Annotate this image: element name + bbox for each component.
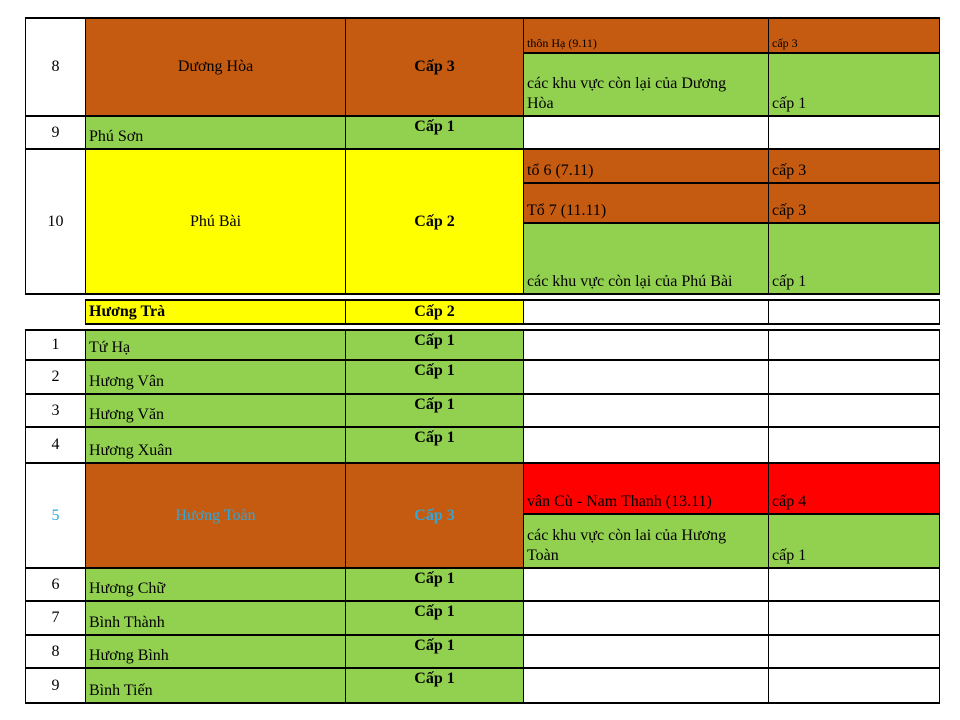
hamlet-level: cấp 4 xyxy=(769,464,940,513)
empty-cell xyxy=(769,301,940,323)
commune-name: Hương Bình xyxy=(86,636,346,667)
commune-name: Hương Vân xyxy=(86,361,346,393)
hamlet-name: tổ 6 (7.11) xyxy=(524,150,769,182)
empty-cell xyxy=(524,569,769,600)
row-number: 4 xyxy=(26,428,86,462)
empty-cell xyxy=(524,636,769,667)
empty-cell xyxy=(769,117,940,148)
table-row xyxy=(26,361,940,395)
commune-name: Tứ Hạ xyxy=(86,331,346,359)
empty-cell xyxy=(524,331,769,359)
alert-level: Cấp 1 xyxy=(346,361,524,393)
band-spacer xyxy=(25,299,85,325)
row-number: 5 xyxy=(26,464,86,567)
empty-cell xyxy=(769,569,940,600)
hamlet-level: cấp 3 xyxy=(769,150,940,182)
hamlet-level: cấp 1 xyxy=(769,515,940,567)
sub-row xyxy=(524,150,940,184)
commune-name: Phú Bài xyxy=(86,150,346,293)
sub-row xyxy=(524,464,940,515)
hamlet-name: các khu vực còn lại của Dương Hòa xyxy=(524,54,769,115)
empty-cell xyxy=(524,117,769,148)
commune-name: Bình Tiến xyxy=(86,669,346,702)
empty-cell xyxy=(524,602,769,634)
table-row xyxy=(26,331,940,361)
commune-name: Dương Hòa xyxy=(86,19,346,115)
alert-level: Cấp 1 xyxy=(346,569,524,600)
commune-name: Hương Văn xyxy=(86,395,346,426)
table-row xyxy=(26,464,940,569)
row-number: 1 xyxy=(26,331,86,359)
empty-cell xyxy=(769,428,940,462)
sub-row xyxy=(524,54,940,115)
table-section-top xyxy=(25,17,940,295)
row-number: 6 xyxy=(26,569,86,600)
row-number: 9 xyxy=(26,117,86,148)
empty-cell xyxy=(769,602,940,634)
hamlet-level: cấp 3 xyxy=(769,184,940,222)
commune-name: Hương Xuân xyxy=(86,428,346,462)
alert-level: Cấp 3 xyxy=(346,464,524,567)
alert-level: Cấp 1 xyxy=(346,117,524,148)
table-row xyxy=(26,117,940,150)
empty-cell xyxy=(769,395,940,426)
hamlet-name: các khu vực còn lại của Phú Bài xyxy=(524,224,769,293)
hamlet-name: các khu vực còn lai của Hương Toàn xyxy=(524,515,769,567)
table-row xyxy=(26,669,940,704)
table-row xyxy=(26,428,940,464)
district-name: Hương Trà xyxy=(86,301,346,323)
district-band-cells xyxy=(85,299,940,325)
empty-cell xyxy=(769,361,940,393)
commune-name: Hương Toàn xyxy=(86,464,346,567)
alert-level: Cấp 1 xyxy=(346,428,524,462)
hamlet-name: thôn Hạ (9.11) xyxy=(524,19,769,52)
table-row xyxy=(26,636,940,669)
district-band xyxy=(25,299,940,325)
table-row xyxy=(26,569,940,602)
row-number: 2 xyxy=(26,361,86,393)
row-number: 8 xyxy=(26,636,86,667)
empty-cell xyxy=(769,669,940,702)
table-row xyxy=(26,150,940,295)
sub-row xyxy=(524,184,940,224)
empty-cell xyxy=(524,669,769,702)
alert-level-table xyxy=(25,17,940,704)
empty-cell xyxy=(524,395,769,426)
sub-area-column xyxy=(524,150,940,293)
row-number: 7 xyxy=(26,602,86,634)
table-row xyxy=(26,395,940,428)
commune-name: Hương Chữ xyxy=(86,569,346,600)
sub-row xyxy=(524,515,940,567)
hamlet-level: cấp 1 xyxy=(769,224,940,293)
hamlet-level: cấp 3 xyxy=(769,19,940,52)
sub-area-column xyxy=(524,464,940,567)
sub-row xyxy=(524,19,940,54)
alert-level: Cấp 2 xyxy=(346,150,524,293)
hamlet-name: Tổ 7 (11.11) xyxy=(524,184,769,222)
alert-level: Cấp 1 xyxy=(346,331,524,359)
sub-area-column xyxy=(524,19,940,115)
row-number: 10 xyxy=(26,150,86,293)
empty-cell xyxy=(524,428,769,462)
alert-level: Cấp 1 xyxy=(346,636,524,667)
empty-cell xyxy=(524,301,769,323)
table-row xyxy=(26,602,940,636)
sub-row xyxy=(524,224,940,293)
row-number: 3 xyxy=(26,395,86,426)
table-section-bottom xyxy=(25,329,940,704)
empty-cell xyxy=(769,636,940,667)
empty-cell xyxy=(769,331,940,359)
commune-name: Bình Thành xyxy=(86,602,346,634)
hamlet-name: vân Cù - Nam Thanh (13.11) xyxy=(524,464,769,513)
alert-level: Cấp 1 xyxy=(346,669,524,702)
row-number: 9 xyxy=(26,669,86,702)
table-row xyxy=(26,19,940,117)
alert-level: Cấp 1 xyxy=(346,395,524,426)
row-number: 8 xyxy=(26,19,86,115)
commune-name: Phú Sơn xyxy=(86,117,346,148)
empty-cell xyxy=(524,361,769,393)
alert-level: Cấp 1 xyxy=(346,602,524,634)
district-level: Cấp 2 xyxy=(346,301,524,323)
hamlet-level: cấp 1 xyxy=(769,54,940,115)
alert-level: Cấp 3 xyxy=(346,19,524,115)
